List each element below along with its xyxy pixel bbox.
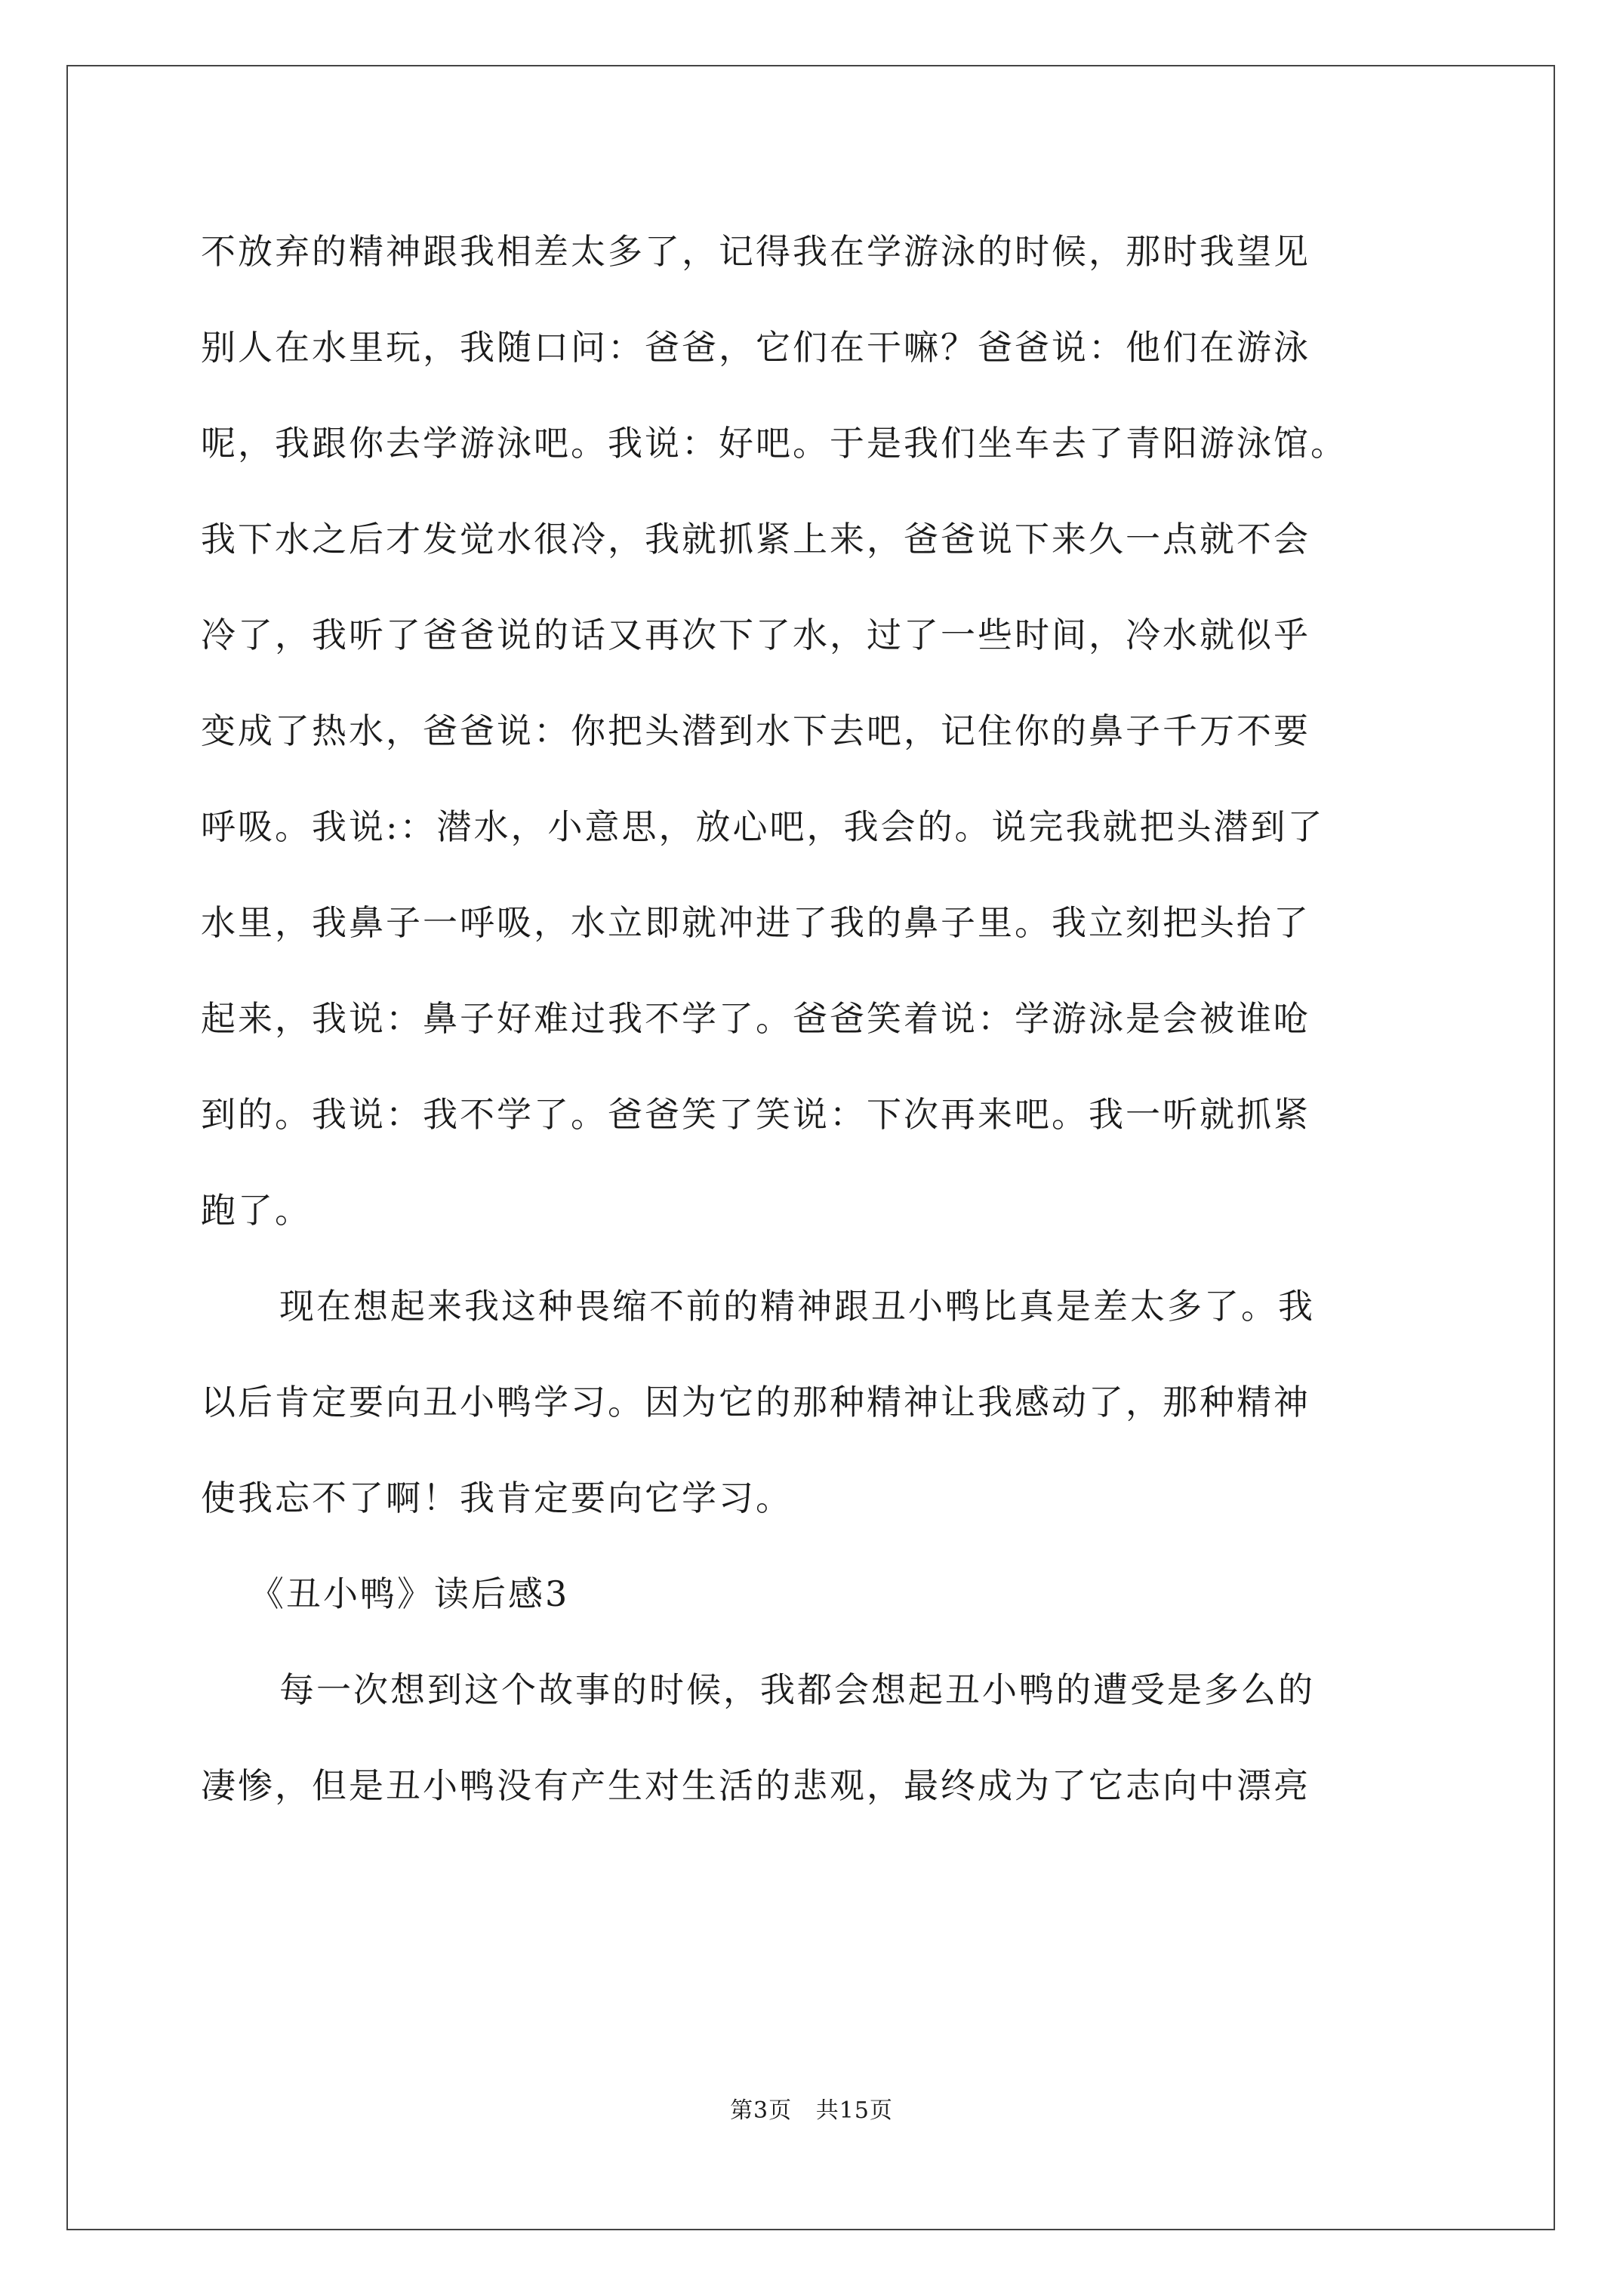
document-body — [201, 204, 1439, 1834]
text-line: 呢，我跟你去学游泳吧。我说：好吧。于是我们坐车去了青阳游泳馆。 — [201, 423, 1347, 464]
text-line: 跑了。 — [201, 1190, 312, 1231]
text-line: 我下水之后才发觉水很冷，我就抓紧上来，爸爸说下来久一点就不会 — [201, 519, 1310, 559]
text-line: 变成了热水，爸爸说：你把头潜到水下去吧，记住你的鼻子千万不要 — [201, 710, 1310, 751]
paragraph-start-line: 现在想起来我这种畏缩不前的精神跟丑小鸭比真是差太多了。我 — [279, 1286, 1315, 1327]
text-line: 以后肯定要向丑小鸭学习。因为它的那种精神让我感动了，那种精神 — [201, 1382, 1310, 1422]
page-number-footer: 第3页 共15页 — [730, 2097, 893, 2124]
text-line: 到的。我说：我不学了。爸爸笑了笑说：下次再来吧。我一听就抓紧 — [201, 1094, 1310, 1135]
text-line: 不放弃的精神跟我相差太多了，记得我在学游泳的时候，那时我望见 — [201, 231, 1310, 272]
section-heading: 《丑小鸭》读后感3 — [249, 1573, 570, 1614]
paragraph-start-line: 每一次想到这个故事的时候，我都会想起丑小鸭的遭受是多么的 — [279, 1669, 1315, 1710]
text-line: 使我忘不了啊！我肯定要向它学习。 — [201, 1478, 793, 1518]
text-line: 别人在水里玩，我随口问：爸爸，它们在干嘛？爸爸说：他们在游泳 — [201, 327, 1310, 368]
text-line: 水里，我鼻子一呼吸，水立即就冲进了我的鼻子里。我立刻把头抬了 — [201, 902, 1310, 943]
text-line: 呼吸。我说:：潜水，小意思，放心吧，我会的。说完我就把头潜到了 — [201, 806, 1325, 847]
text-line: 凄惨，但是丑小鸭没有产生对生活的悲观，最终成为了它志向中漂亮 — [201, 1765, 1310, 1806]
text-line: 起来，我说：鼻子好难过我不学了。爸爸笑着说：学游泳是会被谁呛 — [201, 998, 1310, 1039]
text-line: 冷了，我听了爸爸说的话又再次下了水，过了一些时间，冷水就似乎 — [201, 615, 1310, 655]
